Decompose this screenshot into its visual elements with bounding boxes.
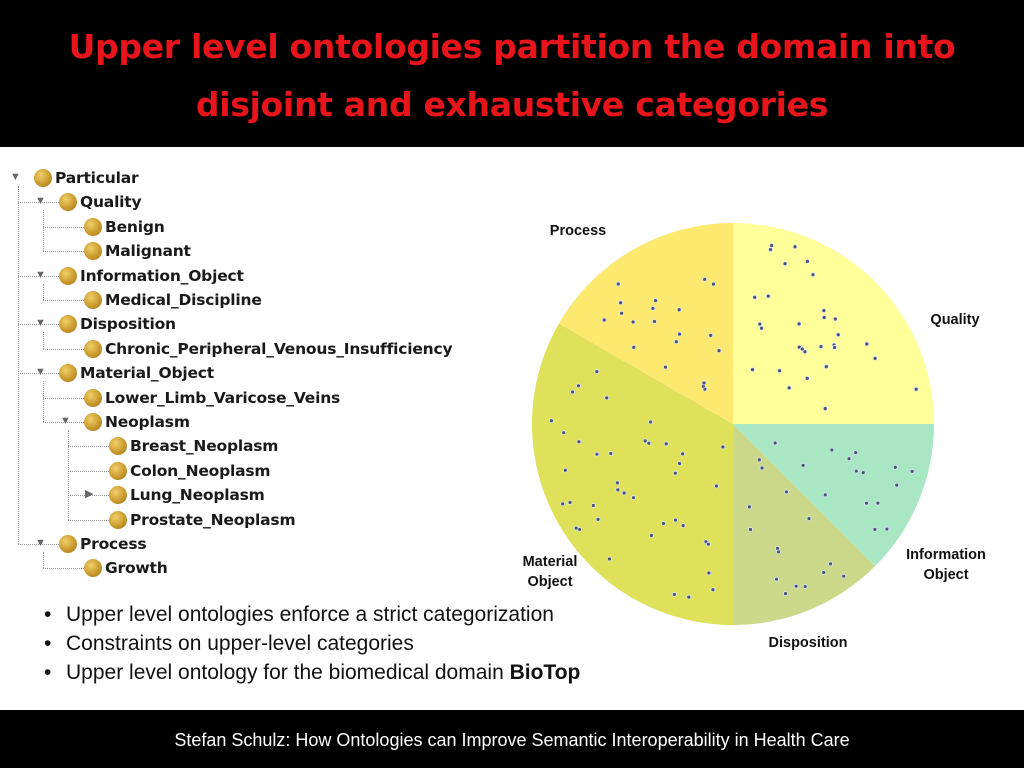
tree-node-label: Breast_Neoplasm [130, 437, 279, 456]
tree-node[interactable] [109, 483, 265, 507]
instance-dot [766, 294, 770, 298]
tree-node-label: Growth [105, 559, 168, 578]
instance-dot [619, 301, 623, 305]
instance-dot [703, 277, 707, 281]
pie-segment-label: Process [549, 223, 607, 239]
tree-connector [68, 471, 109, 472]
expand-toggle-icon[interactable]: ▼ [35, 537, 46, 549]
instance-dot [672, 592, 676, 596]
instance-dot [787, 386, 791, 390]
slide-title: Upper level ontologies partition the domain into disjoint and exhaustive categories [68, 27, 956, 124]
instance-dot [602, 318, 606, 322]
bullet-marker: • [44, 603, 52, 626]
instance-dot [674, 518, 678, 522]
tree-node[interactable] [84, 337, 452, 361]
tree-connector [68, 430, 69, 520]
tree-node-label: Benign [105, 217, 165, 236]
instance-dot [794, 584, 798, 588]
tree-node-label: Particular [55, 169, 139, 187]
instance-dot [678, 461, 682, 465]
instance-dot [819, 345, 823, 349]
tree-node[interactable] [109, 459, 270, 483]
tree-connector [43, 398, 84, 399]
instance-dot [654, 299, 658, 303]
instance-dot [711, 588, 715, 592]
pie-segment-label: Quality [930, 312, 980, 328]
title-bar [0, 0, 1024, 147]
instance-dot [706, 542, 710, 546]
expand-toggle-icon[interactable]: ▼ [35, 317, 46, 330]
instance-dot [711, 282, 715, 286]
instance-dot [811, 273, 815, 277]
instance-dot [651, 306, 655, 310]
instance-dot [824, 365, 828, 369]
instance-dot [833, 346, 837, 350]
instance-dot [757, 458, 761, 462]
instance-dot [609, 451, 613, 455]
instance-dot [865, 342, 869, 346]
instance-dot [591, 503, 595, 507]
instance-dot [751, 368, 755, 372]
tree-node[interactable] [109, 434, 278, 458]
instance-dot [607, 557, 611, 561]
class-icon [109, 511, 127, 529]
class-icon [84, 413, 102, 431]
instance-dot [784, 592, 788, 596]
instance-dot [910, 469, 914, 473]
expand-toggle-icon[interactable]: ▼ [35, 195, 46, 208]
instance-dot [861, 471, 865, 475]
expand-toggle-icon[interactable]: ▼ [35, 268, 46, 281]
footer-text: Stefan Schulz: How Ontologies can Improve Semantic Interoperability in Health Care [174, 730, 850, 750]
instance-dot [577, 384, 581, 388]
tree-connector [43, 552, 44, 568]
pie-segment [733, 223, 934, 424]
instance-dot [561, 502, 565, 506]
instance-dot [664, 442, 668, 446]
tree-node[interactable] [84, 386, 340, 410]
footer-bar [0, 710, 1024, 768]
tree-connector [43, 349, 84, 350]
class-icon [59, 315, 77, 333]
tree-node-label: Chronic_Peripheral_Venous_Insufficiency [105, 339, 453, 358]
class-icon [84, 291, 102, 309]
tree-connector [18, 186, 19, 544]
bullet-item [44, 629, 580, 658]
collapse-toggle-icon[interactable]: ▶ [85, 488, 94, 501]
instance-dot [873, 356, 877, 360]
tree-node[interactable] [59, 312, 176, 336]
instance-dot [652, 320, 656, 324]
instance-dot [622, 491, 626, 495]
instance-dot [801, 463, 805, 467]
instance-dot [571, 390, 575, 394]
tree-node[interactable] [84, 556, 168, 580]
tree-node-label: Malignant [105, 242, 191, 261]
expand-toggle-icon[interactable]: ▼ [10, 171, 21, 183]
tree-node[interactable] [109, 508, 295, 532]
tree-connector [43, 381, 44, 422]
instance-dot [753, 295, 757, 299]
instance-dot [865, 501, 869, 505]
bullet-strong: BioTop [509, 661, 581, 684]
instance-dot [760, 326, 764, 330]
class-icon [59, 193, 77, 211]
instance-dot [595, 452, 599, 456]
instance-dot [760, 466, 764, 470]
instance-dot [833, 317, 837, 321]
instance-dot [549, 419, 553, 423]
instance-dot [616, 282, 620, 286]
class-icon [84, 242, 102, 260]
instance-dot [854, 469, 858, 473]
instance-dot [747, 505, 751, 509]
instance-dot [562, 431, 566, 435]
class-icon [109, 462, 127, 480]
instance-dot [836, 333, 840, 337]
tree-node-label: Neoplasm [105, 413, 190, 431]
instance-dot [885, 527, 889, 531]
category-pie-diagram [500, 200, 1024, 660]
tree-node-label: Lung_Neoplasm [130, 486, 265, 505]
instance-dot [702, 381, 706, 385]
tree-node-label: Lower_Limb_Varicose_Veins [105, 388, 341, 407]
class-icon [59, 535, 77, 553]
instance-dot [893, 465, 897, 469]
instance-dot [823, 493, 827, 497]
tree-node-label: Disposition [80, 315, 176, 334]
instance-dot [596, 517, 600, 521]
instance-dot [687, 595, 691, 599]
instance-dot [758, 322, 762, 326]
tree-node-label: Medical_Discipline [105, 291, 262, 309]
instance-dot [778, 369, 782, 373]
tree-connector [43, 251, 84, 252]
instance-dot [631, 320, 635, 324]
tree-node[interactable] [84, 288, 262, 312]
instance-dot [568, 500, 572, 504]
instance-dot [632, 345, 636, 349]
instance-dot [649, 420, 653, 424]
instance-dot [749, 527, 753, 531]
pie-segment-label: Disposition [768, 635, 848, 651]
bullet-text: Upper level ontologies enforce a strict categorization [66, 603, 554, 626]
instance-dot [797, 322, 801, 326]
instance-dot [895, 483, 899, 487]
instance-dot [649, 533, 653, 537]
instance-dot [574, 526, 578, 530]
bullet-list [44, 600, 580, 687]
class-icon [84, 218, 102, 236]
instance-dot [717, 349, 721, 353]
instance-dot [823, 407, 827, 411]
instance-dot [681, 524, 685, 528]
bullet-item [44, 658, 580, 687]
instance-dot [793, 245, 797, 249]
instance-dot [577, 440, 581, 444]
instance-dot [595, 370, 599, 374]
instance-dot [709, 333, 713, 337]
bullet-text: Upper level ontology for the biomedical domain [66, 661, 510, 684]
tree-node-label: Colon_Neoplasm [130, 461, 271, 480]
instance-dot [681, 452, 685, 456]
class-icon [59, 267, 77, 285]
tree-node[interactable] [59, 190, 141, 214]
pie-segment-label: Information Object [906, 547, 986, 583]
tree-node-label: Process [80, 535, 147, 553]
tree-connector [68, 520, 109, 521]
class-icon [84, 559, 102, 577]
instance-dot [807, 517, 811, 521]
instance-dot [805, 376, 809, 380]
tree-connector [43, 568, 84, 569]
instance-dot [615, 481, 619, 485]
bullet-marker: • [44, 661, 52, 684]
instance-dot [673, 471, 677, 475]
tree-connector [43, 300, 84, 301]
instance-dot [605, 396, 609, 400]
instance-dot [822, 315, 826, 319]
instance-dot [854, 451, 858, 455]
instance-dot [662, 521, 666, 525]
instance-dot [800, 347, 804, 351]
class-icon [84, 340, 102, 358]
instance-dot [777, 550, 781, 554]
instance-dot [803, 585, 807, 589]
instance-dot [830, 448, 834, 452]
instance-dot [632, 496, 636, 500]
instance-dot [842, 574, 846, 578]
tree-connector [68, 446, 109, 447]
instance-dot [873, 527, 877, 531]
tree-node-label: Prostate_Neoplasm [130, 510, 296, 529]
tree-node-label: Material_Object [80, 364, 214, 383]
instance-dot [563, 468, 567, 472]
tree-connector [43, 332, 44, 348]
tree-node-label: Information_Object [80, 266, 244, 285]
tree-node[interactable] [84, 239, 191, 263]
class-icon [109, 486, 127, 504]
tree-node[interactable] [59, 264, 244, 288]
instance-dot [643, 439, 647, 443]
tree-connector [43, 210, 44, 251]
expand-toggle-icon[interactable]: ▼ [35, 366, 46, 379]
pie-segment-label: Material Object [522, 554, 578, 590]
instance-dot [914, 387, 918, 391]
tree-connector [43, 284, 44, 300]
instance-dot [876, 501, 880, 505]
instance-dot [770, 243, 774, 247]
instance-dot [828, 562, 832, 566]
instance-dot [822, 309, 826, 313]
tree-node[interactable] [34, 166, 138, 190]
tree-node[interactable] [84, 410, 190, 434]
class-icon [109, 437, 127, 455]
instance-dot [783, 262, 787, 266]
instance-dot [806, 259, 810, 263]
expand-toggle-icon[interactable]: ▼ [60, 415, 71, 427]
class-icon [59, 364, 77, 382]
instance-dot [721, 445, 725, 449]
bullet-marker: • [44, 632, 52, 655]
instance-dot [620, 311, 624, 315]
tree-connector [43, 227, 84, 228]
instance-dot [678, 332, 682, 336]
class-icon [84, 389, 102, 407]
bullet-item [44, 600, 580, 629]
instance-dot [847, 457, 851, 461]
instance-dot [663, 365, 667, 369]
bullet-text: Constraints on upper-level categories [66, 632, 414, 655]
instance-dot [674, 340, 678, 344]
instance-dot [707, 571, 711, 575]
class-icon [34, 169, 52, 187]
instance-dot [768, 248, 772, 252]
ontology-tree [0, 160, 500, 590]
tree-node[interactable] [84, 215, 165, 239]
tree-node[interactable] [59, 532, 146, 556]
instance-dot [775, 577, 779, 581]
instance-dot [714, 484, 718, 488]
instance-dot [773, 441, 777, 445]
instance-dot [616, 488, 620, 492]
tree-node-label: Quality [80, 193, 142, 212]
instance-dot [784, 490, 788, 494]
instance-dot [677, 308, 681, 312]
tree-node[interactable] [59, 361, 214, 385]
instance-dot [822, 571, 826, 575]
